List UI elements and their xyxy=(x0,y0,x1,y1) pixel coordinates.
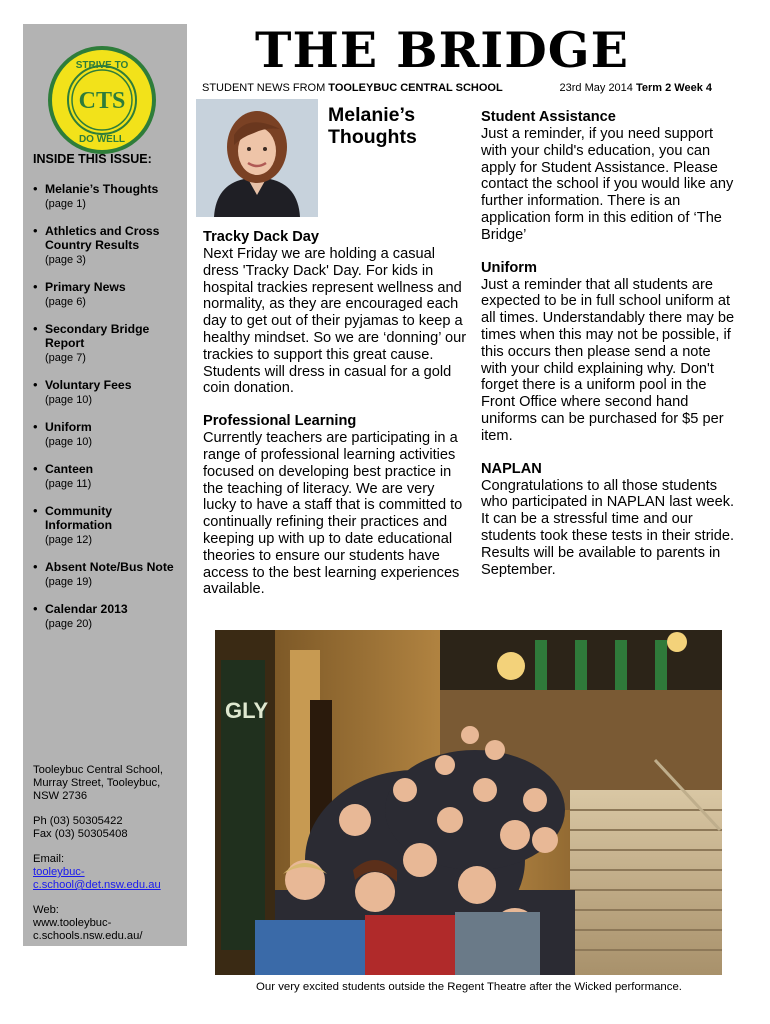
article-column-left xyxy=(203,229,471,614)
article-column-right xyxy=(481,109,739,594)
newsletter-subtitle xyxy=(202,82,712,94)
sidebar xyxy=(23,24,187,946)
article-body: Currently teachers are participating in a range of professional learning activities focused on developing best practice in the teaching of literacy. We are very lucky to have a staff that is committed to continually refining their practices and keeping up with up to date educational theories to ensure our students have access to the best learning experiences available. xyxy=(203,430,463,598)
newsletter-title: THE BRIDGE xyxy=(255,21,629,79)
school-crest-logo xyxy=(46,44,158,156)
article-heading: NAPLAN xyxy=(481,460,542,477)
toc-item: • Canteen (page 11) xyxy=(31,462,181,491)
toc-item: • Secondary Bridge Report (page 7) xyxy=(31,322,181,365)
school-address: Tooleybuc Central School, Murray Street, Tooleybuc, NSW 2736 xyxy=(33,764,163,802)
article-body: Congratulations to all those students who participated in NAPLAN last week. It can be a stressful time and our students took these tests in their stride. Results will be available to parents in September. xyxy=(481,477,735,578)
group-photo xyxy=(215,630,722,975)
subtitle-prefix: STUDENT NEWS FROM xyxy=(202,82,329,94)
article-heading: Uniform xyxy=(481,259,537,276)
article-heading: Student Assistance xyxy=(481,109,616,125)
article-body: Next Friday we are holding a casual dress 'Tracky Dack' Day. For kids in hospital trackies represent wellness and normality, as they are encouraged each day to get out of their pyjamas to keep a healthy mindset. So we are ‘donning’ our trackies to support this great cause. Students will dress in casual for a gold coin donation. xyxy=(203,246,467,397)
toc-item: • Uniform (page 10) xyxy=(31,420,181,449)
photo-sign-text: GLY xyxy=(225,698,269,723)
school-contact-info xyxy=(33,764,183,955)
toc-item: • Melanie’s Thoughts (page 1) xyxy=(31,182,181,211)
article-naplan xyxy=(481,461,739,579)
toc-item: • Absent Note/Bus Note (page 19) xyxy=(31,560,181,589)
melanies-thoughts-title: Melanie’s Thoughts xyxy=(328,104,417,148)
web-label: Web: xyxy=(33,904,59,916)
toc-item: • Athletics and Cross Country Results (page 3) xyxy=(31,224,181,267)
article-body: Just a reminder that all students are expected to be in full school uniform at all times. Understandably there may be times when this may not be possible, if this occurs then please send a note with your child explaining why. Don't forget there is a uniform pool in the Front Office where second hand uniforms can be purchased for $5 per item. xyxy=(481,276,735,444)
article-body: Just a reminder, if you need support with your child's education, you can apply for Student Assistance. Please contact the school if you would like any further information. There is an application form in this edition of ‘The Bridge’ xyxy=(481,126,734,243)
school-phone: Ph (03) 50305422 xyxy=(33,815,123,827)
photo-caption: Our very excited students outside the Regent Theatre after the Wicked performance. xyxy=(256,981,682,993)
article-professional-learning xyxy=(203,413,471,598)
principal-portrait xyxy=(196,99,318,217)
toc-item: • Voluntary Fees (page 10) xyxy=(31,378,181,407)
crest-initials: CTS xyxy=(78,88,126,114)
article-student-assistance xyxy=(481,109,739,244)
issue-date: 23rd May 2014 Term 2 Week 4 xyxy=(559,82,712,94)
crest-motto-top: STRIVE TO xyxy=(75,60,129,71)
email-label: Email: xyxy=(33,853,65,865)
article-heading: Professional Learning xyxy=(203,413,357,430)
table-of-contents xyxy=(31,182,181,644)
toc-item: • Calendar 2013 (page 20) xyxy=(31,602,181,631)
school-fax: Fax (03) 50305408 xyxy=(33,828,128,840)
article-heading: Tracky Dack Day xyxy=(203,229,320,245)
issue-term: Term 2 Week 4 xyxy=(635,82,712,94)
website-url: www.tooleybuc-c.schools.nsw.edu.au/ xyxy=(33,917,143,942)
school-name: TOOLEYBUC CENTRAL SCHOOL xyxy=(328,82,503,94)
toc-item: • Community Information (page 12) xyxy=(31,504,181,547)
article-uniform xyxy=(481,260,739,445)
toc-item: • Primary News (page 6) xyxy=(31,280,181,309)
email-link[interactable]: tooleybuc-c.school@det.nsw.edu.au xyxy=(33,866,161,891)
inside-this-issue-heading: INSIDE THIS ISSUE: xyxy=(33,152,152,166)
article-tracky-dack-day xyxy=(203,229,471,397)
crest-motto-bottom: DO WELL xyxy=(78,134,126,145)
